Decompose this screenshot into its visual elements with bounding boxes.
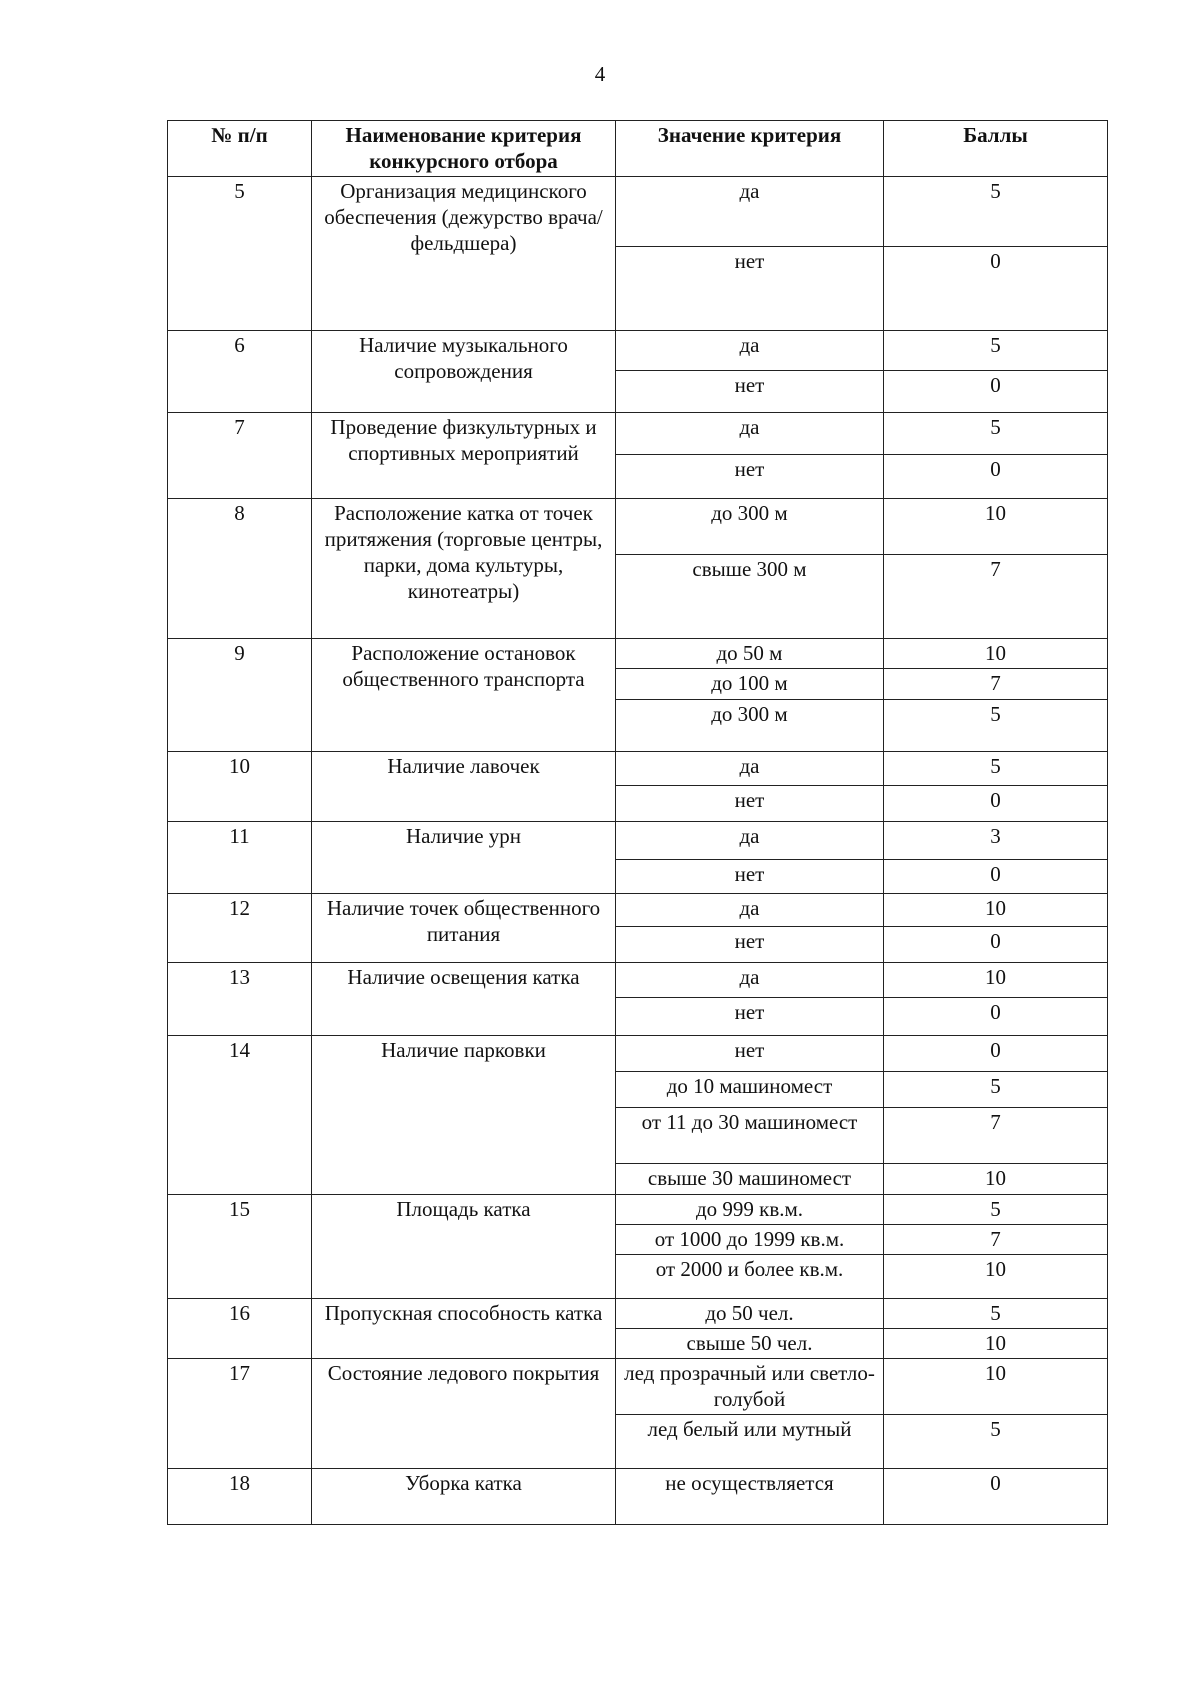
criterion-points: 5: [884, 752, 1108, 786]
criterion-value: до 50 м: [616, 639, 884, 669]
criterion-number: 18: [168, 1469, 312, 1525]
criterion-name: Наличие музыкального сопровождения: [312, 331, 616, 413]
criteria-body: [168, 177, 1108, 1525]
criterion-points: 0: [884, 998, 1108, 1036]
criterion-points: 7: [884, 1108, 1108, 1164]
table-row: [168, 413, 1108, 455]
criterion-name: Наличие освещения катка: [312, 963, 616, 1036]
criterion-name: Проведение физкультурных и спортивных мероприятий: [312, 413, 616, 499]
criterion-points: 5: [884, 1072, 1108, 1108]
criterion-value: до 999 кв.м.: [616, 1195, 884, 1225]
criterion-number: 15: [168, 1195, 312, 1299]
criterion-name: Пропускная способность катка: [312, 1299, 616, 1359]
criterion-points: 0: [884, 247, 1108, 331]
criterion-value: от 11 до 30 машиномест: [616, 1108, 884, 1164]
criterion-value: свыше 300 м: [616, 555, 884, 639]
criterion-points: 5: [884, 1195, 1108, 1225]
criterion-points: 0: [884, 860, 1108, 894]
criterion-points: 5: [884, 1415, 1108, 1469]
criterion-value: да: [616, 963, 884, 998]
table-row: [168, 499, 1108, 555]
criterion-points: 10: [884, 963, 1108, 998]
criterion-value: да: [616, 331, 884, 371]
criterion-value: нет: [616, 860, 884, 894]
header-name: Наименование критерия конкурсного отбора: [312, 121, 616, 177]
criterion-number: 17: [168, 1359, 312, 1469]
table-row: [168, 1299, 1108, 1329]
criterion-value: нет: [616, 247, 884, 331]
criteria-table: [167, 120, 1108, 1525]
criterion-value: от 1000 до 1999 кв.м.: [616, 1225, 884, 1255]
criterion-points: 5: [884, 413, 1108, 455]
criterion-name: Расположение катка от точек притяжения (торговые центры, парки, дома культуры, кинотеатры): [312, 499, 616, 639]
criterion-number: 10: [168, 752, 312, 822]
criterion-points: 0: [884, 1036, 1108, 1072]
page-number: 4: [594, 62, 606, 86]
criterion-name: Наличие точек общественного питания: [312, 894, 616, 963]
criterion-value: свыше 50 чел.: [616, 1329, 884, 1359]
table-row: [168, 752, 1108, 786]
header-num: № п/п: [168, 121, 312, 177]
criterion-number: 12: [168, 894, 312, 963]
table-row: [168, 1195, 1108, 1225]
header-value: Значение критерия: [616, 121, 884, 177]
criterion-points: 10: [884, 894, 1108, 927]
criterion-value: да: [616, 413, 884, 455]
criterion-value: до 100 м: [616, 669, 884, 700]
table-row: [168, 331, 1108, 371]
table-row: [168, 894, 1108, 927]
criterion-points: 10: [884, 1329, 1108, 1359]
criterion-value: нет: [616, 998, 884, 1036]
criterion-number: 16: [168, 1299, 312, 1359]
criterion-value: нет: [616, 1036, 884, 1072]
criterion-value: нет: [616, 455, 884, 499]
criterion-value: да: [616, 822, 884, 860]
table-row: [168, 1469, 1108, 1525]
header-points: Баллы: [884, 121, 1108, 177]
criterion-points: 10: [884, 499, 1108, 555]
criterion-number: 9: [168, 639, 312, 752]
criterion-number: 11: [168, 822, 312, 894]
criterion-name: Уборка катка: [312, 1469, 616, 1525]
criterion-points: 7: [884, 1225, 1108, 1255]
criterion-points: 7: [884, 555, 1108, 639]
table-row: [168, 1359, 1108, 1415]
criterion-number: 14: [168, 1036, 312, 1195]
criterion-name: Наличие урн: [312, 822, 616, 894]
criterion-points: 0: [884, 927, 1108, 963]
criterion-name: Площадь катка: [312, 1195, 616, 1299]
criterion-value: нет: [616, 927, 884, 963]
criterion-points: 10: [884, 1359, 1108, 1415]
criterion-value: да: [616, 894, 884, 927]
criterion-points: 10: [884, 639, 1108, 669]
table-row: [168, 177, 1108, 247]
criterion-value: от 2000 и более кв.м.: [616, 1255, 884, 1299]
criterion-value: до 300 м: [616, 700, 884, 752]
criterion-number: 8: [168, 499, 312, 639]
criterion-value: до 300 м: [616, 499, 884, 555]
criterion-value: лед прозрачный или светло-голубой: [616, 1359, 884, 1415]
criterion-name: Организация медицинского обеспечения (дежурство врача/фельдшера): [312, 177, 616, 331]
criterion-number: 5: [168, 177, 312, 331]
criterion-value: лед белый или мутный: [616, 1415, 884, 1469]
criterion-number: 7: [168, 413, 312, 499]
criterion-name: Состояние ледового покрытия: [312, 1359, 616, 1469]
criterion-points: 0: [884, 1469, 1108, 1525]
criterion-number: 13: [168, 963, 312, 1036]
table-row: [168, 963, 1108, 998]
criterion-number: 6: [168, 331, 312, 413]
criterion-points: 0: [884, 371, 1108, 413]
table-row: [168, 822, 1108, 860]
header-row: [168, 121, 1108, 177]
criterion-value: не осуществляется: [616, 1469, 884, 1525]
criterion-name: Расположение остановок общественного транспорта: [312, 639, 616, 752]
criterion-value: да: [616, 752, 884, 786]
criterion-value: до 10 машиномест: [616, 1072, 884, 1108]
criterion-value: до 50 чел.: [616, 1299, 884, 1329]
table-row: [168, 639, 1108, 669]
criterion-points: 10: [884, 1255, 1108, 1299]
criterion-points: 7: [884, 669, 1108, 700]
criterion-points: 0: [884, 455, 1108, 499]
criterion-value: да: [616, 177, 884, 247]
table-row: [168, 1036, 1108, 1072]
criterion-points: 5: [884, 177, 1108, 247]
criterion-value: свыше 30 машиномест: [616, 1164, 884, 1195]
criterion-points: 0: [884, 786, 1108, 822]
criterion-points: 10: [884, 1164, 1108, 1195]
criterion-points: 5: [884, 700, 1108, 752]
criterion-value: нет: [616, 786, 884, 822]
criterion-name: Наличие лавочек: [312, 752, 616, 822]
criterion-points: 5: [884, 331, 1108, 371]
criterion-name: Наличие парковки: [312, 1036, 616, 1195]
criterion-value: нет: [616, 371, 884, 413]
criterion-points: 5: [884, 1299, 1108, 1329]
criterion-points: 3: [884, 822, 1108, 860]
